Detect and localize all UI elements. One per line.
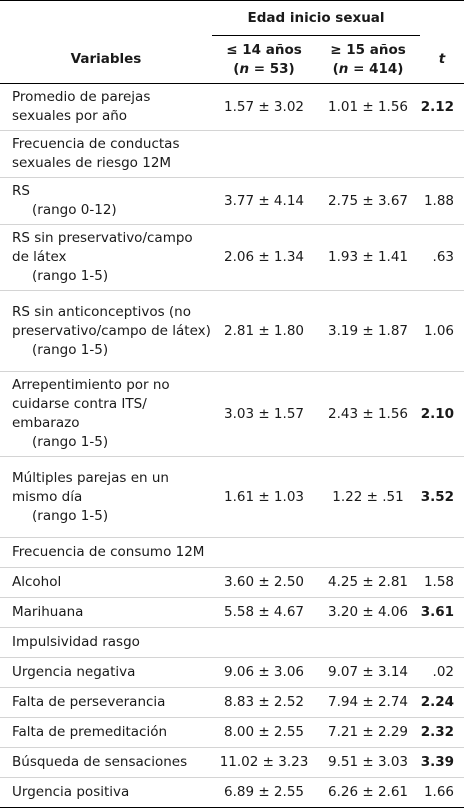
- table-row: [0, 658, 464, 688]
- n-symbol: n: [338, 60, 349, 77]
- variable-label: Arrepentimiento por no cuidarse contra ITS/ embarazo: [12, 377, 170, 431]
- variable-cell: [0, 131, 212, 178]
- variable-range: (rango 1-5): [32, 268, 109, 284]
- variable-label: Múltiples parejas en un mismo día: [12, 469, 169, 505]
- value-le14: 6.89 ± 2.55: [212, 778, 316, 808]
- value-ge15: 1.01 ± 1.56: [316, 84, 420, 131]
- t-value: 2.10: [420, 372, 464, 457]
- t-value: [420, 131, 464, 178]
- value-le14: 2.06 ± 1.34: [212, 225, 316, 291]
- header-group-row: [0, 1, 464, 36]
- t-value: [420, 628, 464, 658]
- table-row: [0, 131, 464, 178]
- variable-range: (rango 1-5): [32, 434, 109, 450]
- n-symbol: n: [239, 60, 250, 77]
- table-row: [0, 598, 464, 628]
- column-header-ge15-label: ≥ 15 años: [330, 41, 406, 58]
- value-le14: 8.83 ± 2.52: [212, 688, 316, 718]
- value-le14: 1.61 ± 1.03: [212, 457, 316, 538]
- t-value: 3.61: [420, 598, 464, 628]
- variable-label: Falta de premeditación: [12, 724, 168, 740]
- table-row: [0, 225, 464, 291]
- value-ge15: 1.22 ± .51: [316, 457, 420, 538]
- n-value: = 414): [348, 60, 404, 77]
- value-ge15: [316, 538, 420, 568]
- table-row: [0, 568, 464, 598]
- variable-cell: [0, 457, 212, 538]
- value-le14: 2.81 ± 1.80: [212, 291, 316, 372]
- value-ge15: 6.26 ± 2.61: [316, 778, 420, 808]
- t-value: .02: [420, 658, 464, 688]
- variable-label: Impulsividad rasgo: [12, 634, 140, 650]
- table-row: [0, 748, 464, 778]
- table-row: [0, 778, 464, 808]
- variable-label: Búsqueda de sensaciones: [12, 754, 188, 770]
- value-ge15: 2.43 ± 1.56: [316, 372, 420, 457]
- value-ge15: 2.75 ± 3.67: [316, 178, 420, 225]
- variable-cell: [0, 688, 212, 718]
- variable-label: RS sin anticonceptivos (no preservativo/campo de látex): [12, 303, 211, 339]
- table-row: [0, 291, 464, 372]
- value-ge15: [316, 628, 420, 658]
- column-header-le14-n: (n = 53): [233, 60, 295, 77]
- variable-cell: [0, 84, 212, 131]
- variable-cell: [0, 628, 212, 658]
- value-le14: 3.60 ± 2.50: [212, 568, 316, 598]
- column-header-le14: [212, 36, 316, 84]
- table-row: [0, 538, 464, 568]
- table-row: [0, 457, 464, 538]
- value-ge15: 1.93 ± 1.41: [316, 225, 420, 291]
- variable-cell: [0, 225, 212, 291]
- table-row: [0, 372, 464, 457]
- value-le14: 3.77 ± 4.14: [212, 178, 316, 225]
- variable-label: Frecuencia de consumo 12M: [12, 544, 205, 560]
- column-header-variables: Variables: [0, 36, 212, 84]
- t-value: 2.24: [420, 688, 464, 718]
- value-le14: [212, 538, 316, 568]
- n-value: = 53): [249, 60, 295, 77]
- variable-cell: [0, 291, 212, 372]
- variable-cell: [0, 778, 212, 808]
- variable-cell: [0, 372, 212, 457]
- variable-cell: [0, 748, 212, 778]
- variable-cell: [0, 658, 212, 688]
- value-ge15: 7.21 ± 2.29: [316, 718, 420, 748]
- header-column-row: [0, 36, 464, 84]
- t-value: 2.32: [420, 718, 464, 748]
- variable-label: Frecuencia de conductas sexuales de riesgo 12M: [12, 136, 180, 171]
- header-blank-cell: [420, 1, 464, 36]
- header-blank-cell: [0, 1, 212, 36]
- value-ge15: 9.07 ± 3.14: [316, 658, 420, 688]
- column-header-le14-label: ≤ 14 años: [226, 41, 302, 58]
- value-le14: 3.03 ± 1.57: [212, 372, 316, 457]
- value-le14: [212, 628, 316, 658]
- value-ge15: 3.20 ± 4.06: [316, 598, 420, 628]
- variable-label: Alcohol: [12, 574, 62, 590]
- column-header-t: t: [420, 36, 464, 84]
- value-ge15: 7.94 ± 2.74: [316, 688, 420, 718]
- variable-label: RS sin preservativo/campo de látex: [12, 230, 193, 265]
- variable-label: Falta de perseverancia: [12, 694, 166, 710]
- variable-label: Promedio de parejas sexuales por año: [12, 89, 151, 124]
- value-ge15: 4.25 ± 2.81: [316, 568, 420, 598]
- variable-cell: [0, 538, 212, 568]
- table-row: [0, 628, 464, 658]
- variable-label: Urgencia positiva: [12, 784, 130, 800]
- value-le14: 9.06 ± 3.06: [212, 658, 316, 688]
- table-body: [0, 84, 464, 808]
- variable-range: (rango 0-12): [32, 202, 117, 218]
- table-row: [0, 84, 464, 131]
- t-value: 2.12: [420, 84, 464, 131]
- value-ge15: [316, 131, 420, 178]
- t-value: 3.39: [420, 748, 464, 778]
- column-header-ge15-n: (n = 414): [332, 60, 404, 77]
- t-value: 1.66: [420, 778, 464, 808]
- column-header-ge15: [316, 36, 420, 84]
- value-le14: 5.58 ± 4.67: [212, 598, 316, 628]
- table-row: [0, 718, 464, 748]
- variable-cell: [0, 178, 212, 225]
- t-value: .63: [420, 225, 464, 291]
- value-le14: [212, 131, 316, 178]
- variable-range: (rango 1-5): [32, 341, 109, 358]
- t-value: [420, 538, 464, 568]
- value-le14: 8.00 ± 2.55: [212, 718, 316, 748]
- variable-cell: [0, 598, 212, 628]
- t-value: 3.52: [420, 457, 464, 538]
- variable-range: (rango 1-5): [32, 507, 109, 524]
- value-le14: 11.02 ± 3.23: [212, 748, 316, 778]
- t-value: 1.88: [420, 178, 464, 225]
- value-le14: 1.57 ± 3.02: [212, 84, 316, 131]
- t-value: 1.58: [420, 568, 464, 598]
- variable-label: Marihuana: [12, 604, 84, 620]
- variable-cell: [0, 568, 212, 598]
- variable-label: Urgencia negativa: [12, 664, 136, 680]
- value-ge15: 9.51 ± 3.03: [316, 748, 420, 778]
- value-ge15: 3.19 ± 1.87: [316, 291, 420, 372]
- variable-label: RS: [12, 183, 30, 199]
- table-row: [0, 178, 464, 225]
- table-row: [0, 688, 464, 718]
- t-value: 1.06: [420, 291, 464, 372]
- variable-cell: [0, 718, 212, 748]
- group-header-edad-inicio: Edad inicio sexual: [212, 1, 420, 36]
